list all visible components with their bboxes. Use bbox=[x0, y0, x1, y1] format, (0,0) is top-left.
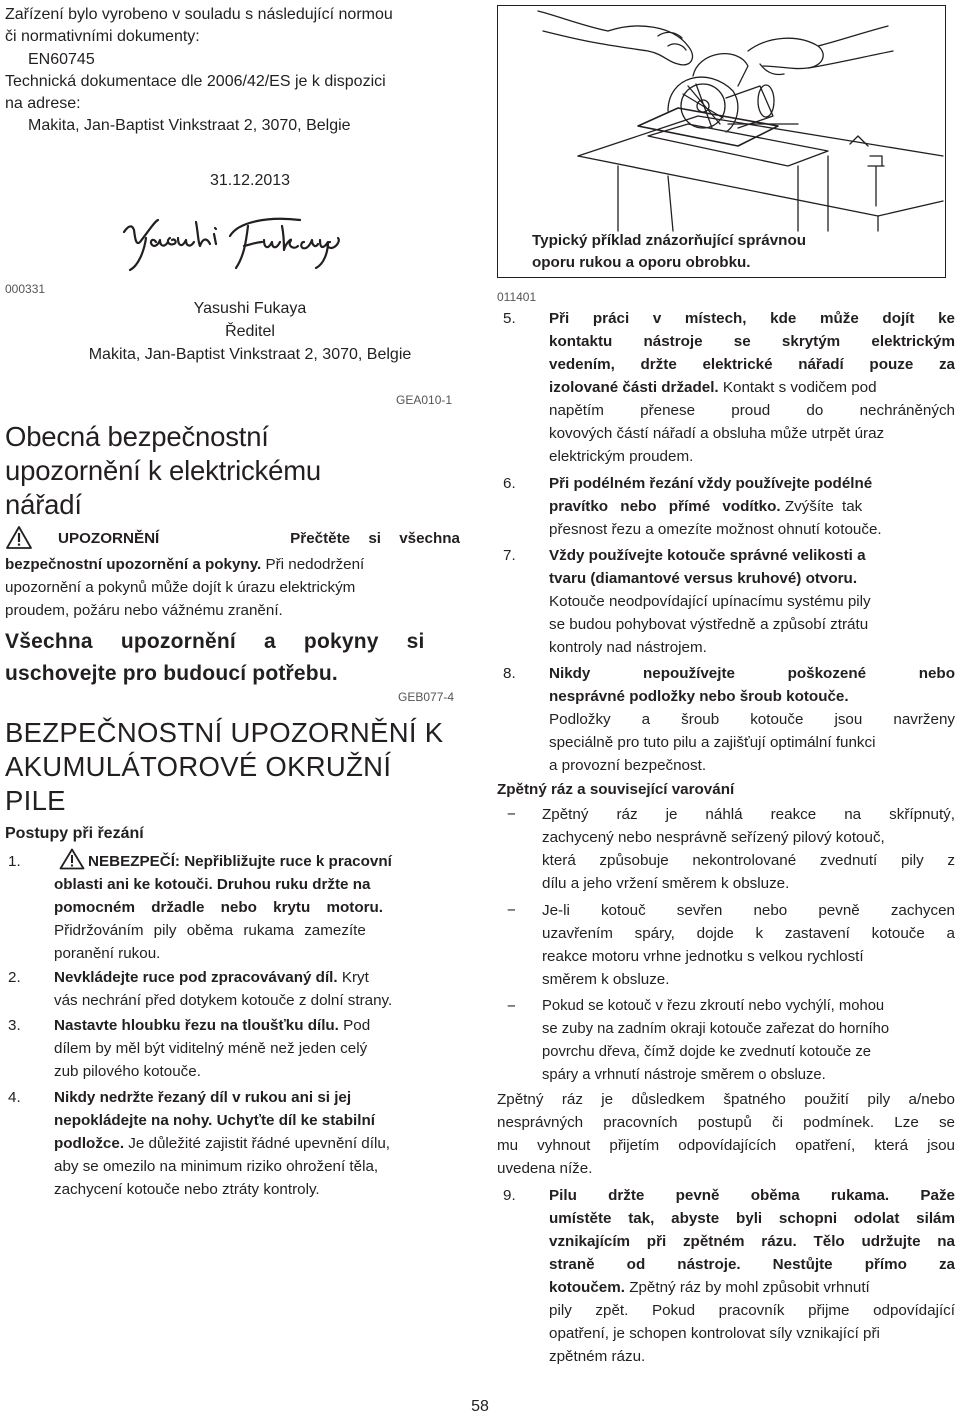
signature-image bbox=[118, 212, 343, 274]
warning-text-c: proudem, požáru nebo vážnému zranění. bbox=[5, 602, 283, 619]
item-text: napětím přenese proud do nechráněných bbox=[549, 402, 955, 419]
warning-word: UPOZORNĚNÍ bbox=[58, 530, 160, 547]
signer-info bbox=[30, 300, 470, 370]
section-code: GEB077-4 bbox=[398, 690, 455, 704]
section-code: GEA010-1 bbox=[396, 393, 453, 407]
standard-code: EN60745 bbox=[28, 50, 95, 68]
caption-line: Typický příklad znázorňující správnou bbox=[532, 232, 807, 249]
item-text: vás nechrání před dotykem kotouče z dolní strany. bbox=[54, 992, 393, 1009]
item-text: Kotouče neodpovídající upínacímu systému pily bbox=[549, 593, 871, 610]
item-bold: Vždy používejte kotouče správné velikosti a bbox=[549, 547, 866, 564]
item-text: kontroly nad nástrojem. bbox=[549, 639, 707, 656]
item-text: Je důležité zajistit řádné upevnění dílu, bbox=[128, 1135, 391, 1152]
item-bold: Nastavte hloubku řezu na tloušťku dílu. bbox=[54, 1017, 339, 1034]
bullet-text: zachycený nebo nesprávně seřízený pilový kotouč, bbox=[542, 829, 885, 846]
list-item bbox=[500, 662, 956, 782]
bullet-item bbox=[497, 995, 959, 1087]
declaration-line: Zařízení bylo vyrobeno v souladu s následující normou bbox=[5, 6, 393, 23]
item-line bbox=[54, 1014, 370, 1037]
figure-code: 011401 bbox=[497, 290, 537, 304]
bullet-text: Zpětný ráz je náhlá reakce na skřípnutý, bbox=[542, 806, 955, 823]
bullet-text: směrem k obsluze. bbox=[542, 971, 670, 988]
bullet-text: reakce motoru vrhne jednotku s velkou rychlostí bbox=[542, 948, 864, 965]
item-bold: nepokládejte na nohy. Uchyťte díl ke stabilní bbox=[54, 1112, 375, 1129]
bullet-text: Pokud se kotouč v řezu zkroutí nebo vychýlí, mohou bbox=[542, 998, 885, 1014]
keep-a: Všechna upozornění a pokyny si bbox=[5, 630, 425, 653]
item-text: Přidržováním pily oběma rukama zamezíte bbox=[54, 922, 366, 939]
warning-icon bbox=[5, 525, 33, 550]
item-line bbox=[549, 376, 877, 399]
item-text: kovových částí nářadí a obsluha může utrpět úraz bbox=[549, 425, 885, 442]
item-text: pily zpět. Pokud pracovník přijme odpovídající bbox=[549, 1302, 955, 1319]
title-line: nářadí bbox=[5, 489, 82, 520]
declaration-line: Technická dokumentace dle 2006/42/ES je k dispozici bbox=[5, 72, 386, 90]
circular-saw-illustration bbox=[498, 6, 944, 236]
item-number: 1. bbox=[8, 853, 21, 870]
bullet-text: uzavřením spáry, dojde k zastavení kotouče a bbox=[542, 925, 955, 942]
item-text: Zpětný ráz by mohl způsobit vrhnutí bbox=[629, 1279, 870, 1296]
item-text: zub pilového kotouče. bbox=[54, 1063, 201, 1080]
danger-icon bbox=[59, 848, 85, 870]
page-number: 58 bbox=[471, 1398, 489, 1415]
item-bold: Při práci v místech, kde může dojít ke bbox=[549, 310, 955, 327]
item-bold: Při podélném řezání vždy používejte podélné bbox=[549, 475, 873, 492]
item-text: pomocném držadle nebo krytu motoru. bbox=[54, 899, 383, 916]
item-line bbox=[549, 495, 862, 518]
item-bold: kontaktu nástroje se skrytým elektrickým bbox=[549, 333, 955, 350]
declaration bbox=[5, 4, 465, 138]
item-text: zachycení kotouče nebo ztráty kontroly. bbox=[54, 1181, 320, 1198]
item-text: Kryt bbox=[341, 969, 369, 986]
paragraph-line: Zpětný ráz je důsledkem špatného použití pily a/nebo bbox=[497, 1091, 955, 1108]
item-text: speciálně pro tuto pilu a zajišťují optimální funkci bbox=[549, 734, 876, 751]
keep-b: uschovejte pro budoucí potřebu. bbox=[5, 662, 338, 685]
dash-marker: − bbox=[507, 998, 516, 1015]
item-bold: Pilu držte pevně oběma rukama. Paže bbox=[549, 1187, 955, 1204]
item-line bbox=[54, 1132, 390, 1155]
warning-line bbox=[5, 553, 364, 576]
item-number: 2. bbox=[8, 969, 21, 986]
signer-address: Makita, Jan-Baptist Vinkstraat 2, 3070, Belgie bbox=[88, 346, 412, 363]
item-bold: umístěte tak, abyste byli schopni odolat silám bbox=[549, 1210, 955, 1227]
warning-bold-a: Přečtěte si všechna bbox=[290, 530, 460, 547]
item-bold: straně od nástroje. Nestůjte přímo za bbox=[549, 1256, 955, 1273]
signer-title: Ředitel bbox=[225, 323, 275, 340]
list-item bbox=[500, 307, 956, 472]
item-bold: vedením, držte elektrické nářadí pouze za bbox=[549, 356, 955, 373]
item-text: aby se omezilo na minimum riziko ohrožení těla, bbox=[54, 1158, 379, 1175]
item-text: Kontakt s vodičem pod bbox=[722, 379, 877, 396]
item-number: 7. bbox=[503, 547, 516, 564]
item-number: 5. bbox=[503, 310, 516, 327]
declaration-line: na adrese: bbox=[5, 95, 81, 113]
declaration-date: 31.12.2013 bbox=[209, 172, 291, 189]
title-line: PILE bbox=[5, 785, 66, 816]
bullet-text: spáry a vrhnutí nástroje směrem o obsluze. bbox=[542, 1067, 826, 1083]
item-number: 9. bbox=[503, 1187, 516, 1204]
item-line bbox=[54, 966, 369, 989]
item-line bbox=[88, 850, 392, 873]
bullet-text: se zuby na zadním okraji kotouče zařezat do horního bbox=[542, 1021, 890, 1037]
item-line bbox=[549, 1276, 870, 1299]
list-item bbox=[5, 966, 465, 1014]
item-number: 8. bbox=[503, 665, 516, 682]
list-item bbox=[5, 1014, 465, 1084]
bullet-item bbox=[497, 899, 959, 991]
declaration-line: či normativními dokumenty: bbox=[5, 28, 200, 46]
item-bold: Nikdy nepoužívejte poškozené nebo bbox=[549, 665, 955, 682]
bullet-text: dílu a jeho vržení směrem k obsluze. bbox=[542, 875, 790, 892]
warning-bold-b: bezpečnostní upozornění a pokyny. bbox=[5, 556, 262, 573]
item-text: a provozní bezpečnost. bbox=[549, 757, 707, 774]
doc-code: 000331 bbox=[5, 282, 46, 296]
bullet-text: povrchu dřeva, čímž dojde ke zvednutí kotouče ze bbox=[542, 1044, 871, 1060]
keep-line bbox=[5, 626, 460, 658]
caption-line: oporu rukou a oporu obrobku. bbox=[532, 254, 751, 271]
item-text: přesnost řezu a omezíte možnost ohnutí kotouče. bbox=[549, 521, 882, 538]
dash-marker: − bbox=[507, 806, 516, 823]
illustration-figure bbox=[497, 5, 946, 278]
list-item bbox=[500, 544, 956, 664]
danger-word: NEBEZPEČÍ: bbox=[88, 853, 180, 870]
saw-safety-title bbox=[5, 716, 443, 818]
paragraph-line: nesprávných pracovních postupů či podmínek. Lze se bbox=[497, 1114, 955, 1131]
list-item bbox=[500, 472, 956, 542]
item-text: se budou pohybovat výstředně a způsobí ztrátu bbox=[549, 616, 869, 633]
bullet-text: která způsobuje nekontrolované zvednutí pily z bbox=[542, 852, 955, 869]
item-bold: tvaru (diamantové versus kruhové) otvoru. bbox=[549, 570, 858, 587]
item-number: 3. bbox=[8, 1017, 21, 1034]
kickback-paragraph bbox=[497, 1088, 957, 1180]
general-safety-title bbox=[5, 420, 321, 522]
kickback-bullets bbox=[497, 803, 959, 1093]
item-bold: podložce. bbox=[54, 1135, 125, 1152]
dash-marker: − bbox=[507, 902, 516, 919]
item-bold: nesprávné podložky nebo šroub kotouče. bbox=[549, 688, 849, 705]
bullet-item bbox=[497, 803, 959, 895]
item-text: poranění rukou. bbox=[54, 945, 161, 962]
item-number: 4. bbox=[8, 1089, 21, 1106]
kickback-heading: Zpětný ráz a související varování bbox=[497, 781, 735, 798]
item-number: 6. bbox=[503, 475, 516, 492]
item-bold: vznikajícím při zpětném rázu. Tělo udržujte na bbox=[549, 1233, 955, 1250]
list-item bbox=[5, 1086, 465, 1206]
item-bold: kotoučem. bbox=[549, 1279, 625, 1296]
list-item bbox=[5, 848, 460, 968]
item-text: Podložky a šroub kotouče jsou navrženy bbox=[549, 711, 955, 728]
cutting-procedures-heading: Postupy při řezání bbox=[5, 825, 144, 842]
item-text: dílem by měl být viditelný méně než jeden celý bbox=[54, 1040, 368, 1057]
list-item bbox=[500, 1184, 956, 1374]
figure-caption bbox=[532, 230, 806, 274]
warning-text-b: upozornění a pokynů může dojít k úrazu elektrickým bbox=[5, 579, 356, 596]
paragraph-line: uvedena níže. bbox=[497, 1160, 593, 1177]
title-line: BEZPEČNOSTNÍ UPOZORNĚNÍ K bbox=[5, 717, 444, 748]
item-bold: izolované části držadel. bbox=[549, 379, 719, 396]
item-text: Pod bbox=[343, 1017, 371, 1034]
warning-text-a: Při nedodržení bbox=[265, 556, 365, 573]
item-bold: pravítko nebo přímé vodítko. bbox=[549, 498, 781, 515]
keep-instructions bbox=[5, 626, 460, 690]
title-line: Obecná bezpečnostní bbox=[5, 421, 269, 452]
signer-name: Yasushi Fukaya bbox=[193, 300, 307, 317]
item-text: Nepřibližujte ruce k pracovní bbox=[184, 853, 392, 870]
warning-line bbox=[58, 527, 460, 550]
title-line: AKUMULÁTOROVÉ OKRUŽNÍ bbox=[5, 751, 392, 782]
item-text: opatření, je schopen kontrolovat síly vznikající při bbox=[549, 1325, 880, 1342]
item-text: elektrickým proudem. bbox=[549, 448, 694, 465]
item-text: Zvýšíte tak bbox=[784, 498, 863, 515]
bullet-text: Je-li kotouč sevřen nebo pevně zachycen bbox=[542, 902, 955, 919]
title-line: upozornění k elektrickému bbox=[5, 455, 321, 486]
item-text: zpětném rázu. bbox=[549, 1348, 646, 1365]
item-bold: Nikdy nedržte řezaný díl v rukou ani si jej bbox=[54, 1089, 352, 1106]
declaration-address: Makita, Jan-Baptist Vinkstraat 2, 3070, Belgie bbox=[28, 117, 351, 135]
item-bold: Nevkládejte ruce pod zpracovávaný díl. bbox=[54, 969, 338, 986]
paragraph-line: mu vyhnout přijetím odpovídajících opatření, která jsou bbox=[497, 1137, 955, 1154]
item-text: oblasti ani ke kotouči. Druhou ruku držte na bbox=[54, 876, 371, 893]
